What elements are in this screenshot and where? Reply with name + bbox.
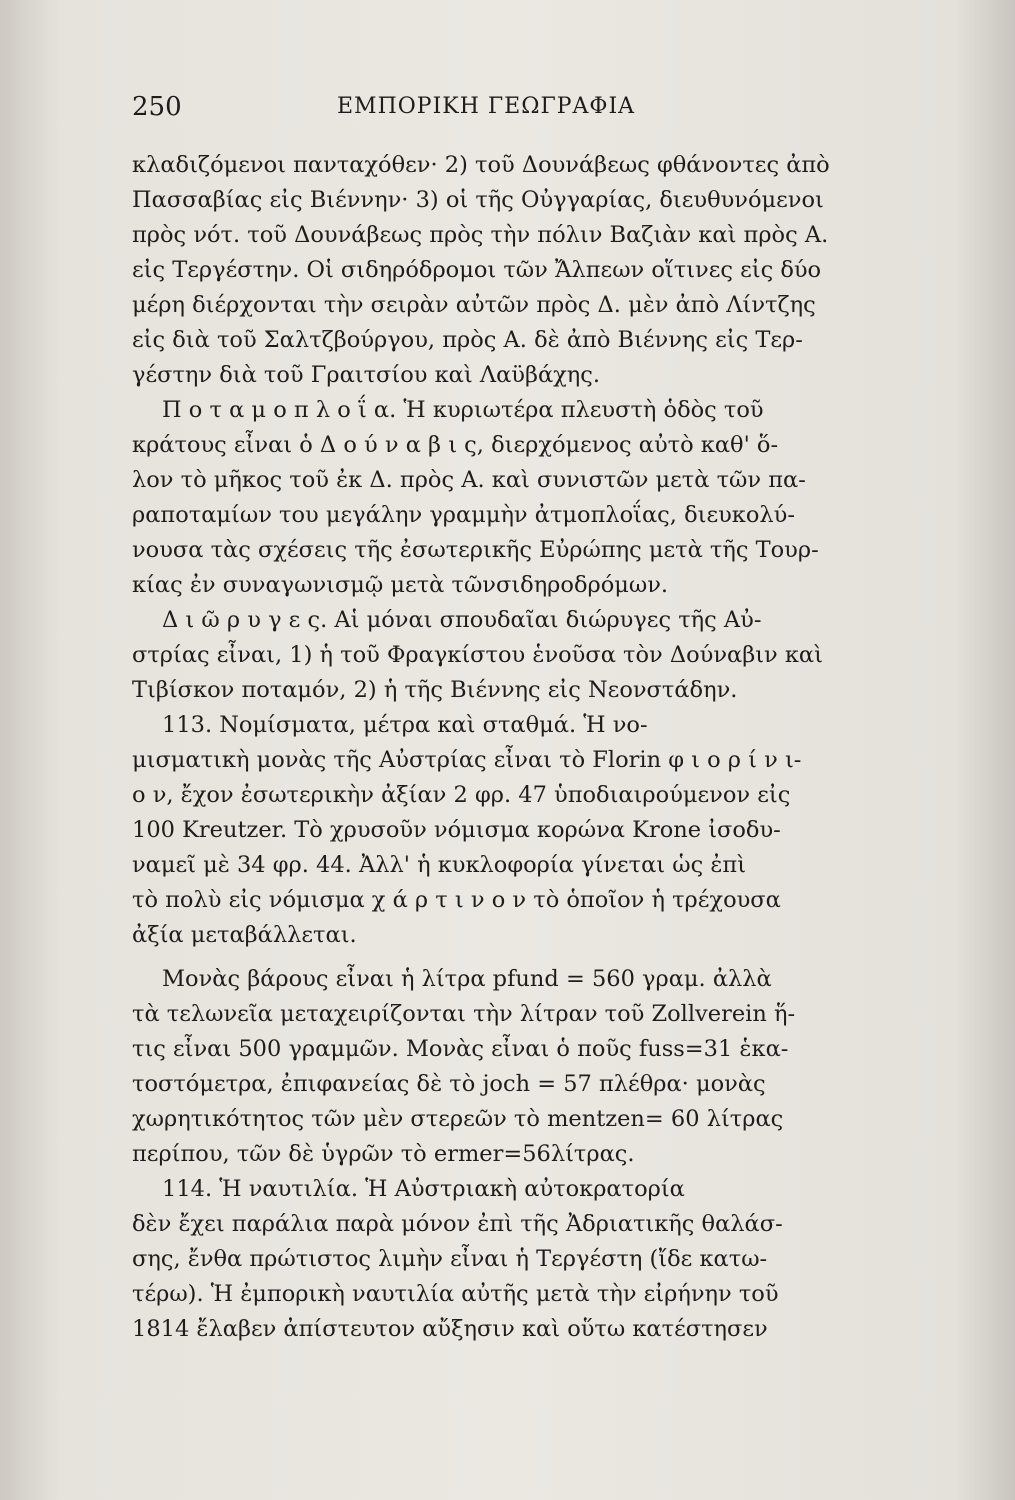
text-line: κίας ἐν συναγωνισμῷ μετὰ τῶνσιδηροδρόμων. (132, 572, 669, 598)
text-line: τὸ πολὺ εἰς νόμισμα χ ά ρ τ ι ν ο ν τὸ ὁποῖον ἡ τρέχουσα (132, 887, 781, 913)
text-line: ο ν, ἔχον ἐσωτερικὴν ἀξίαν 2 φρ. 47 ὑποδιαιρούμενον εἰς (132, 782, 791, 808)
text-line: ἀξία μεταβάλλεται. (132, 922, 357, 948)
text-line: λον τὸ μῆκος τοῦ ἐκ Δ. πρὸς Α. καὶ συνιστῶν μετὰ τῶν πα- (132, 467, 806, 493)
text-line: Δ ι ῶ ρ υ γ ε ς. Αἱ μόναι σπουδαῖαι διώρυγες τῆς Αὐ- (162, 607, 762, 633)
text-line: ναμεῖ μὲ 34 φρ. 44. Ἀλλ' ἡ κυκλοφορία γίνεται ὡς ἐπὶ (132, 852, 747, 878)
running-title: ΕΜΠΟΡΙΚΗ ΓΕΩΓΡΑΦΙΑ (337, 94, 636, 119)
text-line: Τιβίσκον ποταμόν, 2) ἡ τῆς Βιέννης εἰς Νεονστάδην. (132, 677, 738, 703)
text-line: τέρω). Ἡ ἐμπορικὴ ναυτιλία αὐτῆς μετὰ τὴν εἰρήνην τοῦ (132, 1281, 779, 1307)
page-number: 250 (132, 92, 182, 122)
text-line: πρὸς νότ. τοῦ Δουνάβεως πρὸς τὴν πόλιν Βαζιὰν καὶ πρὸς Α. (132, 222, 829, 248)
text-line: τὰ τελωνεῖα μεταχειρίζονται τὴν λίτραν τοῦ Zollverein ἥ- (132, 1001, 796, 1027)
text-line: ραποταμίων του μεγάλην γραμμὴν ἀτμοπλοΐας, διευκολύ- (132, 502, 795, 528)
page-header (132, 92, 912, 132)
text-line: εἰς διὰ τοῦ Σαλτζβούργου, πρὸς Α. δὲ ἀπὸ Βιέννης εἰς Τερ- (132, 327, 803, 353)
text-line: κράτους εἶναι ὁ Δ ο ύ ν α β ι ς, διερχόμενος αὐτὸ καθ' ὅ- (132, 432, 779, 458)
body-text (132, 148, 907, 1347)
text-line: 1814 ἔλαβεν ἀπίστευτον αὔξησιν καὶ οὕτω κατέστησεν (132, 1316, 768, 1342)
text-line: Π ο τ α μ ο π λ ο ΐ α. Ἡ κυριωτέρα πλευστὴ ὁδὸς τοῦ (162, 397, 764, 423)
text-line: σης, ἔνθα πρώτιστος λιμὴν εἶναι ἡ Τεργέστη (ἴδε κατω- (132, 1246, 768, 1272)
text-line: δὲν ἔχει παράλια παρὰ μόνον ἐπὶ τῆς Ἀδριατικῆς θαλάσ- (132, 1211, 783, 1237)
text-line: Μονὰς βάρους εἶναι ἡ λίτρα pfund = 560 γραμ. ἀλλὰ (162, 966, 772, 992)
text-line: 114. Ἡ ναυτιλία. Ἡ Αὐστριακὴ αὐτοκρατορία (162, 1176, 685, 1202)
text-line: περίπου, τῶν δὲ ὑγρῶν τὸ ermer=56λίτρας. (132, 1141, 635, 1167)
text-line: γέστην διὰ τοῦ Γραιτσίου καὶ Λαϋβάχης. (132, 362, 601, 388)
text-line: τις εἶναι 500 γραμμῶν. Μονὰς εἶναι ὁ ποῦς fuss=31 ἑκα- (132, 1036, 789, 1062)
text-line: μέρη διέρχονται τὴν σειρὰν αὐτῶν πρὸς Δ. μὲν ἀπὸ Λίντζης (132, 292, 816, 318)
text-line: Πασσαβίας εἰς Βιέννην· 3) οἱ τῆς Οὐγγαρίας, διευθυνόμενοι (132, 187, 824, 213)
text-line: κλαδιζόμενοι πανταχόθεν· 2) τοῦ Δουνάβεως φθάνοντες ἀπὸ (132, 152, 830, 178)
text-line: 100 Kreutzer. Τὸ χρυσοῦν νόμισμα κορώνα Krone ἰσοδυ- (132, 817, 781, 843)
text-line: εἰς Τεργέστην. Οἱ σιδηρόδρομοι τῶν Ἄλπεων οἵτινες εἰς δύο (132, 257, 822, 283)
text-line: 113. Νομίσματα, μέτρα καὶ σταθμά. Ἡ νο- (162, 712, 648, 738)
text-line: στρίας εἶναι, 1) ἡ τοῦ Φραγκίστου ἑνοῦσα τὸν Δούναβιν καὶ (132, 642, 823, 668)
text-line: χωρητικότητος τῶν μὲν στερεῶν τὸ mentzen= 60 λίτρας (132, 1106, 784, 1132)
text-line: μισματικὴ μονὰς τῆς Αὐστρίας εἶναι τὸ Florin φ ι ο ρ ί ν ι- (132, 747, 802, 773)
text-line: τοστόμετρα, ἐπιφανείας δὲ τὸ joch = 57 πλέθρα· μονὰς (132, 1071, 766, 1097)
text-line: νουσα τὰς σχέσεις τῆς ἐσωτερικῆς Εὐρώπης μετὰ τῆς Τουρ- (132, 537, 819, 563)
